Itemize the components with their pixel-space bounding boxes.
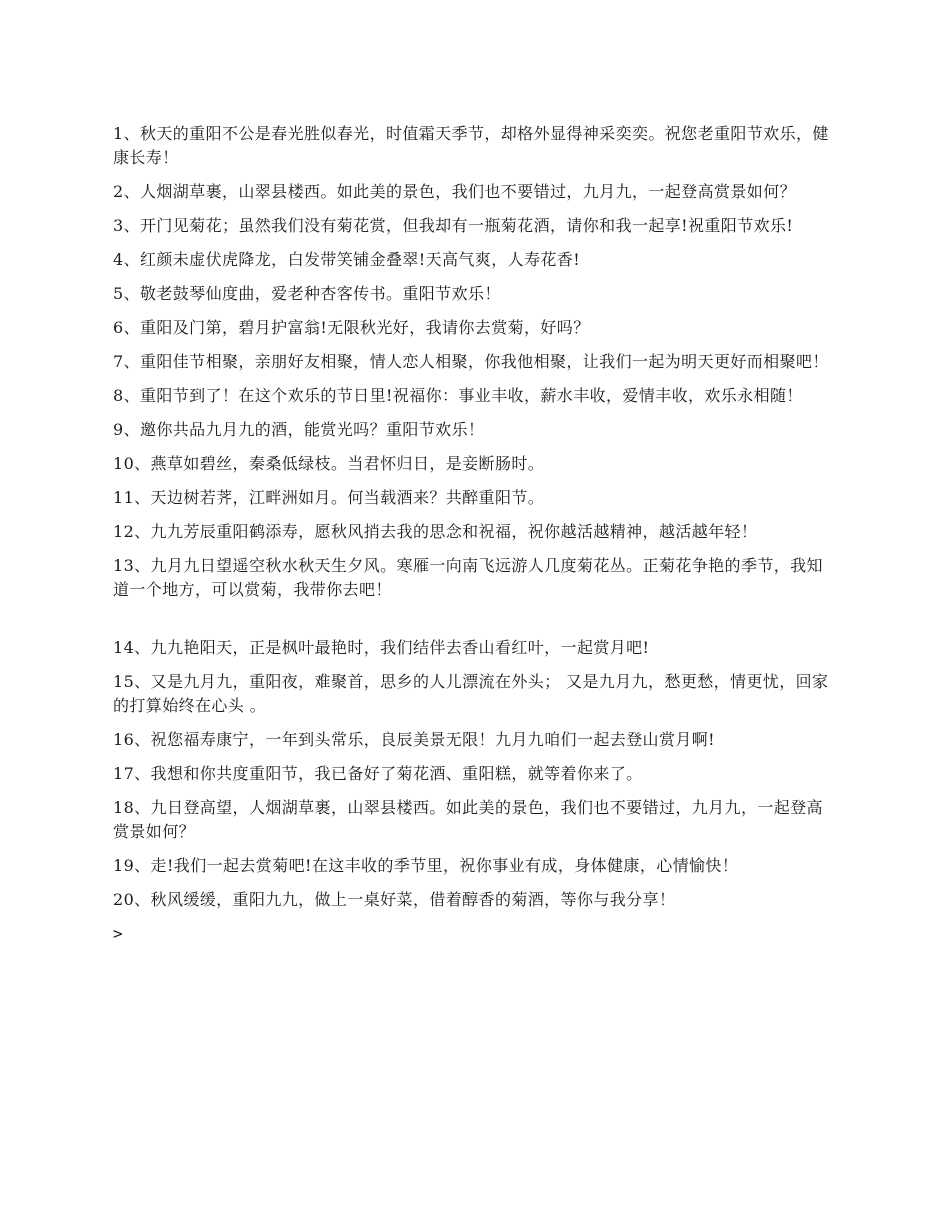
list-item: 10、燕草如碧丝，秦桑低绿枝。当君怀归日，是妾断肠时。: [113, 454, 545, 473]
list-item: 11、天边树若荠，江畔洲如月。何当载酒来？共醉重阳节。: [113, 488, 545, 507]
list-item: 8、重阳节到了！在这个欢乐的节日里!祝福你：事业丰收，薪水丰收，爱情丰收，欢乐永相随！: [113, 386, 803, 405]
list-item: 16、祝您福寿康宁，一年到头常乐，良辰美景无限！九月九咱们一起去登山赏月啊!: [113, 730, 715, 749]
document-body: [113, 122, 835, 946]
list-item: 3、开门见菊花；虽然我们没有菊花赏，但我却有一瓶菊花酒，请你和我一起享!祝重阳节欢乐!: [113, 216, 794, 235]
list-item: 14、九九艳阳天，正是枫叶最艳时，我们结伴去香山看红叶，一起赏月吧!: [113, 638, 650, 657]
list-item: 9、邀你共品九月九的酒，能赏光吗？重阳节欢乐！: [113, 420, 485, 439]
list-item: 6、重阳及门第，碧月护富翁!无限秋光好，我请你去赏菊，好吗？: [113, 318, 590, 337]
list-item: 12、九九芳辰重阳鹤添寿，愿秋风捎去我的思念和祝福，祝你越活越精神，越活越年轻！: [113, 522, 758, 541]
list-item: 15、又是九月九，重阳夜，难聚首，思乡的人儿漂流在外头； 又是九月九，愁更愁，情更忧，回家的打算始终在心头 。: [113, 672, 829, 715]
list-item: 7、重阳佳节相聚，亲朋好友相聚，情人恋人相聚，你我他相聚，让我们一起为明天更好而相聚吧！: [113, 352, 829, 371]
list-item: 17、我想和你共度重阳节，我已备好了菊花酒、重阳糕，就等着你来了。: [113, 764, 643, 783]
list-item: 19、走!我们一起去赏菊吧!在这丰收的季节里，祝你事业有成，身体健康，心情愉快！: [113, 856, 739, 875]
end-mark: >: [113, 924, 123, 943]
list-item: 5、敬老鼓琴仙度曲，爱老种杏客传书。重阳节欢乐！: [113, 284, 501, 303]
list-item: 1、秋天的重阳不公是春光胜似春光，时值霜天季节，却格外显得神采奕奕。祝您老重阳节欢乐，健康长寿！: [113, 124, 829, 167]
list-item: 2、人烟湖草裹，山翠县楼西。如此美的景色，我们也不要错过，九月九，一起登高赏景如何？: [113, 182, 796, 201]
list-item: 13、九月九日望遥空秋水秋天生夕风。寒雁一向南飞远游人几度菊花丛。正菊花争艳的季节，我知道一个地方，可以赏菊，我带你去吧！: [113, 556, 823, 599]
list-item: 4、红颜未虚伏虎降龙，白发带笑铺金叠翠!天高气爽，人寿花香!: [113, 250, 581, 269]
list-item: 18、九日登高望，人烟湖草裹，山翠县楼西。如此美的景色，我们也不要错过，九月九，一起登高赏景如何？: [113, 798, 823, 841]
list-item: 20、秋风缓缓，重阳九九，做上一桌好菜，借着醇香的菊酒，等你与我分享！: [113, 890, 676, 909]
